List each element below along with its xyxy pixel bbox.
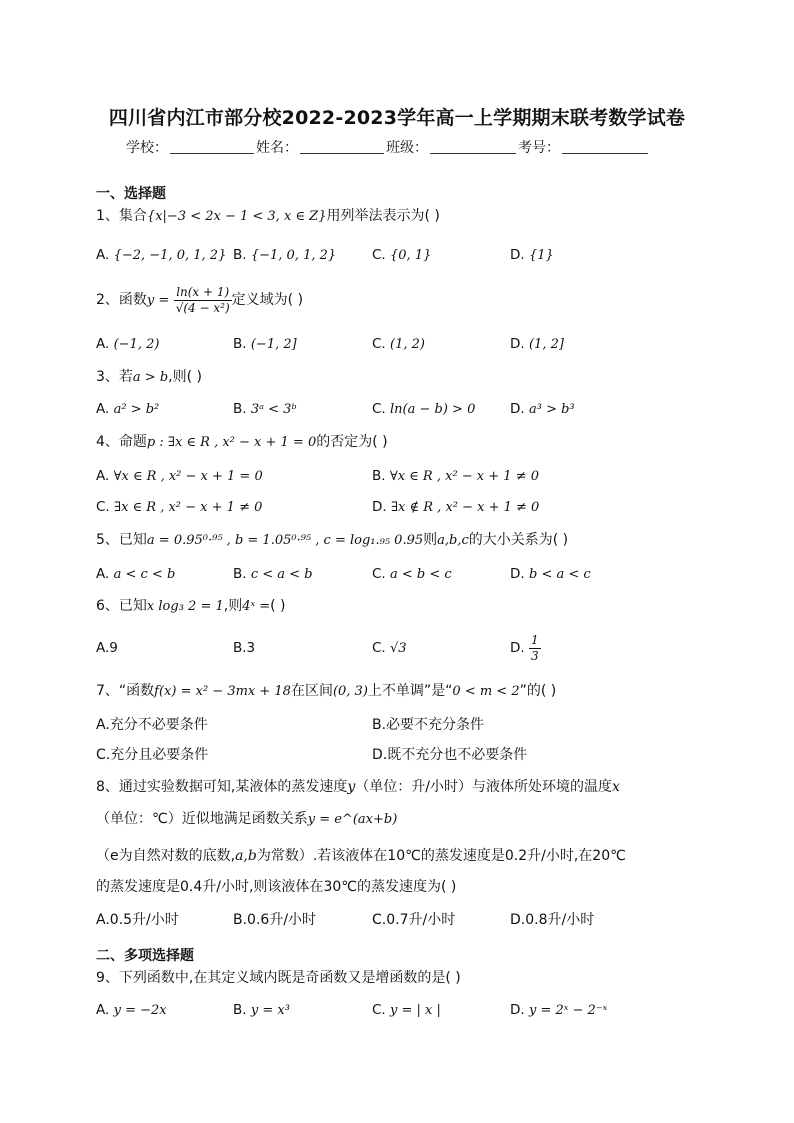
exam-number-label: 考号： — [518, 140, 560, 156]
q3-stem-math: a > b — [132, 370, 169, 385]
q8-option-d: D.0.8升/小时 — [510, 912, 595, 928]
q1-stem-prefix: 1、集合 — [96, 208, 147, 224]
q5-option-c: C. a < b < c — [372, 566, 452, 582]
q3-option-c: C. ln(a − b) > 0 — [372, 401, 476, 417]
class-blank — [430, 139, 516, 154]
q7-stem-math: f(x) = x² − 3mx + 18 — [154, 684, 291, 699]
q9-option-a: A. y = −2x — [96, 1002, 167, 1018]
question-3: 3、若a > b,则( ) — [96, 369, 202, 385]
q6-option-a: A.9 — [96, 640, 118, 656]
q7-option-c: C.充分且必要条件 — [96, 747, 209, 763]
q5-option-d: D. b < a < c — [510, 566, 591, 582]
name-blank — [300, 139, 384, 154]
q5-option-a: A. a < c < b — [96, 566, 176, 582]
q4-option-d: D. ∃x ∉ R , x² − x + 1 ≠ 0 — [372, 499, 540, 515]
q9-option-c: C. y = | x | — [372, 1002, 441, 1018]
q1-option-a: A. {−2, −1, 0, 1, 2} — [96, 247, 227, 263]
page-title: 四川省内江市部分校2022-2023学年高一上学期期末联考数学试卷 — [108, 107, 686, 129]
question-8-line-2: （单位：℃）近似地满足函数关系y = e^(ax+b) — [96, 811, 398, 827]
q1-stem-suffix: 用列举法表示为( ) — [326, 208, 440, 224]
q3-option-b: B. 3ᵃ < 3ᵇ — [233, 401, 297, 417]
exam-number-blank — [562, 139, 648, 154]
q8-option-b: B.0.6升/小时 — [233, 912, 317, 928]
q2-option-b: B. (−1, 2] — [233, 336, 297, 352]
q8-option-c: C.0.7升/小时 — [372, 912, 456, 928]
q1-stem-math: {x|−3 < 2x − 1 < 3, x ∈ Z} — [146, 209, 327, 224]
question-1 — [96, 206, 706, 227]
q7-option-b: B.必要不充分条件 — [372, 717, 485, 733]
q2-y-eq: y = — [146, 293, 170, 308]
q4-option-b: B. ∀x ∈ R , x² − x + 1 ≠ 0 — [372, 468, 539, 484]
school-blank — [170, 139, 254, 154]
q1-option-b: B. {−1, 0, 1, 2} — [233, 247, 337, 263]
question-8-line-3: （e为自然对数的底数,a,b为常数）.若该液体在10℃的蒸发速度是0.2升/小时,在20℃ — [96, 848, 626, 864]
question-2 — [96, 282, 706, 319]
student-info-row — [126, 137, 686, 157]
q6-option-c: C. √3 — [372, 640, 407, 656]
q2-option-a: A. (−1, 2) — [96, 336, 160, 352]
q2-stem-suffix: 定义域为( ) — [231, 292, 304, 308]
q8-option-a: A.0.5升/小时 — [96, 912, 179, 928]
q7-option-a: A.充分不必要条件 — [96, 717, 208, 733]
q5-stem-math: a = 0.95⁰·⁹⁵ , b = 1.05⁰·⁹⁵ , c = log₁.₉₅ 0.95 — [146, 533, 424, 548]
question-9: 9、下列函数中,在其定义域内既是奇函数又是增函数的是( ) — [96, 970, 461, 986]
question-7: 7、“函数f(x) = x² − 3mx + 18在区间(0, 3)上不单调”是“0 < m < 2”的( ) — [96, 683, 557, 699]
q2-fraction: $\frac{\ln(x + 1)}{\text{√(4 − x²)}}$ — [175, 284, 230, 315]
q2-stem-prefix: 2、函数 — [96, 292, 147, 308]
q1-option-d: D. {1} — [510, 247, 554, 263]
q6-option-b: B.3 — [233, 640, 256, 656]
class-label: 班级： — [386, 140, 428, 156]
question-6: 6、已知x log₃ 2 = 1,则4ˣ =( ) — [96, 598, 286, 614]
section-heading-multiple-choice: 二、多项选择题 — [96, 948, 194, 964]
q3-option-a: A. a² > b² — [96, 401, 160, 417]
question-8-line-1: 8、通过实验数据可知,某液体的蒸发速度y（单位：升/小时）与液体所处环境的温度x — [96, 779, 620, 795]
question-8-line-4: 的蒸发速度是0.4升/小时,则该液体在30℃的蒸发速度为( ) — [96, 879, 457, 895]
q5-option-b: B. c < a < b — [233, 566, 313, 582]
q7-option-d: D.既不充分也不必要条件 — [372, 747, 528, 763]
q6-d-fraction: $\frac{1}{3}$ — [530, 632, 539, 663]
q4-option-a: A. ∀x ∈ R , x² − x + 1 = 0 — [96, 468, 263, 484]
question-5: 5、已知a = 0.95⁰·⁹⁵ , b = 1.05⁰·⁹⁵ , c = log₁.₉₅ 0.95则a,b,c的大小关系为( ) — [96, 532, 569, 548]
school-label: 学校： — [126, 140, 168, 156]
q9-option-b: B. y = x³ — [233, 1002, 290, 1018]
question-4: 4、命题p : ∃x ∈ R , x² − x + 1 = 0的否定为( ) — [96, 434, 388, 450]
q1-option-c: C. {0, 1} — [372, 247, 432, 263]
q3-option-d: D. a³ > b³ — [510, 401, 575, 417]
q2-option-c: C. (1, 2) — [372, 336, 425, 352]
q4-option-c: C. ∃x ∈ R , x² − x + 1 ≠ 0 — [96, 499, 263, 515]
q9-option-d: D. y = 2ˣ − 2⁻ˣ — [510, 1002, 608, 1018]
q4-stem-math: p : ∃x ∈ R , x² − x + 1 = 0 — [146, 435, 317, 450]
name-label: 姓名： — [256, 140, 298, 156]
q2-option-d: D. (1, 2] — [510, 336, 564, 352]
q6-stem-math: x log₃ 2 = 1 — [146, 599, 224, 614]
section-heading-choice: 一、选择题 — [96, 186, 166, 202]
q6-option-d: D. $\frac{1}{3}$ — [510, 632, 539, 663]
